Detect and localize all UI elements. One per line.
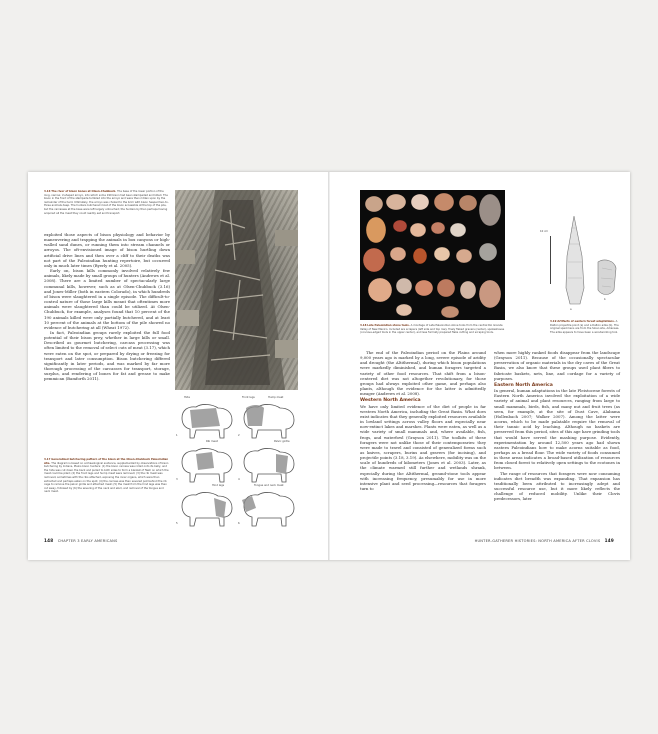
dalton-artifacts bbox=[540, 216, 622, 328]
fig-318-text: A montage of Late Paleoindian stone tools from the central Rio Grande Valley of New Mexico. Included are scrapers (left side and top row), finely flaked gravers (center), spokeshaves (concave-edged tools in the upper center), and less formally prepared flake cutting and scraping tools. bbox=[360, 324, 505, 335]
diagram-label-hind-legs: Hind legs bbox=[212, 484, 225, 487]
left-running-head: CHAPTER 3 EARLY AMERICANS bbox=[57, 539, 118, 543]
fig-319-caption bbox=[550, 320, 622, 334]
stone-tools-photo bbox=[360, 190, 505, 320]
fig-317-caption bbox=[44, 458, 170, 494]
section-eastern-north-america: Eastern North America bbox=[494, 382, 553, 388]
fig-319-number: 3.19 bbox=[550, 320, 557, 323]
bison-bones-photo bbox=[175, 190, 298, 390]
book-gutter bbox=[328, 172, 330, 560]
butchering-diagram bbox=[176, 396, 300, 526]
left-page-number: 148 bbox=[44, 538, 54, 543]
diagram-number: 4 bbox=[238, 478, 240, 481]
right-paragraph: when more highly ranked foods disappear from the landscape (Grayson 2011). Because of the occasionally spectacular preservation of organic materials in the dry caves of the Great Basin, we also know that these groups used plant fibers to fabricate baskets, nets, line, and cordage for a variety of purposes. bbox=[494, 350, 620, 381]
bison-silhouettes bbox=[176, 396, 300, 528]
diagram-number: 3 bbox=[176, 478, 178, 481]
left-paragraph: Early on, bison kills commonly involved relatively few animals, likely made by small groups of hunters (Andrews et al. 2008). There are a limited number of spectacularly large communal kills, however, such as at Olsen-Chubbuck (3.16) and Jones-Miller (both in eastern Colorado), in which hundreds of bison were slaughtered in a single episode. The difficult-to-control nature of those large kills meant that oftentimes more animals were slaughtered than could be utilized. At Olsen-Chubbuck, for example, analyses found that 10 percent of the 190 animals killed were only partially butchered, and at least 10 percent of the animals at the bottom of the pile showed no evidence of butchering at all (Wheat 1972). bbox=[44, 268, 170, 330]
left-paragraph: exploited those aspects of bison physiology and behavior by maneuvering and trapping the animals in box canyons or high-walled sand dunes, or running them into stream channels or arroyos. The oft-envisioned image of bison hurtling down artificial drive lines and then over a cliff to their deaths was not part of the Paleoindian hunting repertoire, but occurred only in much later times (Byerly et al. 2005). bbox=[44, 232, 170, 268]
right-footer bbox=[475, 538, 614, 543]
left-paragraph: In fact, Paleoindian groups rarely exploited the full food potential of their bison prey, whether in large kills or small. Described as gourmet butchering, carcass processing was often limited to the removal of select cuts of meat (3.17), which were eaten on the spot, or prepared by drying or freezing for transport and later consumption. Bison butchering differed significantly in later periods, and was marked by far more thorough processing of the carcasses for transport, storage, surplus, and rendering of bones for fat and grease to make pemmican (Bamforth 2011). bbox=[44, 329, 170, 382]
section-western-north-america: Western North America bbox=[360, 398, 421, 404]
diagram-label-hump-meat: Hump meat bbox=[268, 396, 284, 399]
fig-316-caption bbox=[44, 190, 170, 215]
book-spread bbox=[28, 172, 630, 560]
right-column-2 bbox=[494, 350, 620, 502]
fig-318-number: 3.18 bbox=[360, 324, 367, 327]
right-paragraph: We have only limited evidence of the diet of people in far western North America, including the Great Basin. What does exist indicates that they generally exploited resources available in lowland settings across valley floors and especially near now-extinct lakes and marshes. Plants were eaten, as well as a wide variety of small mammals and, where available, fish, frogs, and waterfowl (Grayson 2011). The toolkits of these foragers were not unlike those of their contemporaries: they were made to travel and consisted of generalized forms such as knives, scrapers, burins and gravers (for incising), and projectile points (3.18, 3.19). As elsewhere, mobility was on the scale of hundreds of kilometers (Jones et al. 2003). Later, as the climate warmed still further and wetlands shrank, especially during the Altithermal, ground-stone tools appear with increasing frequency, presumably for use in more intensive plant and seed processing—resources that foragers turn to bbox=[360, 403, 486, 492]
diagram-number: 1 bbox=[176, 434, 178, 437]
diagram-label-hide: Hide bbox=[184, 396, 190, 399]
diagram-label-pelvic-girdle: Pelvic girdle bbox=[274, 440, 290, 443]
fig-319-title: Artifacts of eastern forest adaptations. bbox=[557, 320, 615, 323]
right-paragraph: The end of the Paleoindian period on the Plains around 9,000 years ago is marked by a long, severe episode of aridity and drought (the Altithermal), during which bison populations were markedly diminished, and human foragers targeted a variety of other food resources. That shift from a bison-centered diet was not altogether revolutionary, for those groups had always exploited other game, and perhaps also plants, although the evidence for the latter is admittedly meager (Andrews et al. 2008). bbox=[360, 350, 486, 397]
fig-318-caption bbox=[360, 324, 505, 335]
scale-bar bbox=[550, 236, 551, 284]
dalton-point-and-adze bbox=[556, 216, 620, 316]
fig-316-title: The river of bison bones at Olsen-Chubbuck. bbox=[51, 190, 117, 193]
scale-label: 10 cm bbox=[540, 230, 549, 233]
diagram-label-front-legs: Front legs bbox=[242, 396, 255, 399]
diagram-number: 6 bbox=[238, 522, 240, 525]
right-running-head: HUNTER-GATHERER HISTORIES: NORTH AMERICA AFTER CLOVIS bbox=[474, 539, 601, 543]
left-footer bbox=[44, 538, 117, 543]
bison-bones-photo-art bbox=[175, 190, 298, 390]
label-b: b bbox=[604, 298, 606, 301]
fig-319-text: A Dalton projectile point (a) and a Dalton adze (b). The original specimens are from the Sloan site, Arkansas. The adze appears to have been a woodworking tool. bbox=[550, 320, 620, 334]
fig-317-title: Generalized butchering pattern of the bison at the Olsen-Chubbuck Paleoindian site. bbox=[44, 458, 169, 465]
fig-317-number: 3.17 bbox=[44, 458, 51, 461]
diagram-label-rib-meat: Rib meat bbox=[206, 440, 218, 443]
diagram-number: 5 bbox=[176, 522, 178, 525]
fig-318-title: Late Paleoindian stone tools. bbox=[367, 324, 410, 327]
right-paragraph: The range of resources that foragers were now consuming indicates diet breadth was expanding. That expansion has traditionally been attributed to increasingly adept and successful resource use, but it more likely reflects the challenge of reduced mobility. Unlike their Clovis predecessors, later bbox=[494, 470, 620, 502]
right-page-number: 149 bbox=[604, 538, 614, 543]
right-paragraph: In general, human adaptations in the late Pleistocene forests of Eastern North America involved the exploitation of a wide variety of animal and plant resources, ranging from large to small mammals, birds, fish, and many nut and fruit trees (as seen, for example, at the site of Dust Cave, Alabama (Hollenbach 2007; Walker 2007). Among the latter were acorns, which to be made palatable require the removal of their tannic acid by leaching. Although no baskets are preserved from this period, sites of this age have grinding tools that would have served the mashing purpose. Evidently, experimentation by around 12,500 years ago had shown eastern Paleoindians how to make acorns suitable as food, perhaps as a bread flour. The wide variety of foods consumed in these areas indicates a broad-based utilization of resources from closed forest to relatively open settings to the ecotones in between. bbox=[494, 388, 620, 471]
label-a: a bbox=[570, 308, 572, 311]
diagram-label-tongue-neck: Tongue and neck meat bbox=[254, 484, 284, 487]
right-column-1 bbox=[360, 350, 486, 491]
fig-317-text: The diagram is based on archaeological evidence, supplemented by observations of bison butchering by Indians, Plains bison hunters: (1) the bison carcass was rolled onto its belly, and the hide was cut down the back and pulled to both sides to form a blanket of flesh on which the meat could be piled; (2) the front legs and hump meat were removed; (3) the rib meat was removed, sometimes with the ribs attached, exposing the inner organs, which were then extracted and perhaps eaten on the spot; (4) the carcass was then severed just behind the rib cage to remove the pelvic girdle and attached meat; (5) the meat from the hind legs was then cut away, followed by (6) the severing of the neck and skull, and removal of the tongue and neck meat. bbox=[44, 461, 169, 494]
stone-tools-art bbox=[360, 190, 505, 320]
fig-316-number: 3.16 bbox=[44, 190, 51, 193]
diagram-number: 2 bbox=[238, 434, 240, 437]
left-column-text bbox=[44, 232, 170, 382]
fig-316-text: The base of the lower portion of the long, narrow, V-shaped arroyo, into which some 190 bison had been stampeded and killed. The bison in the front of the stampede tumbled into the arroyo and were then ridden upon by the remainder of the herd. Ultimately, the arroyo was choked to the brim with bison heaped two-to-three animals deep. The hunters butchered most of the bison accessible at the top of the pile, but the carcasses at the base were left largely untouched; the hunters by then perhaps having acquired all the meat they could readily eat and transport. bbox=[44, 190, 169, 215]
